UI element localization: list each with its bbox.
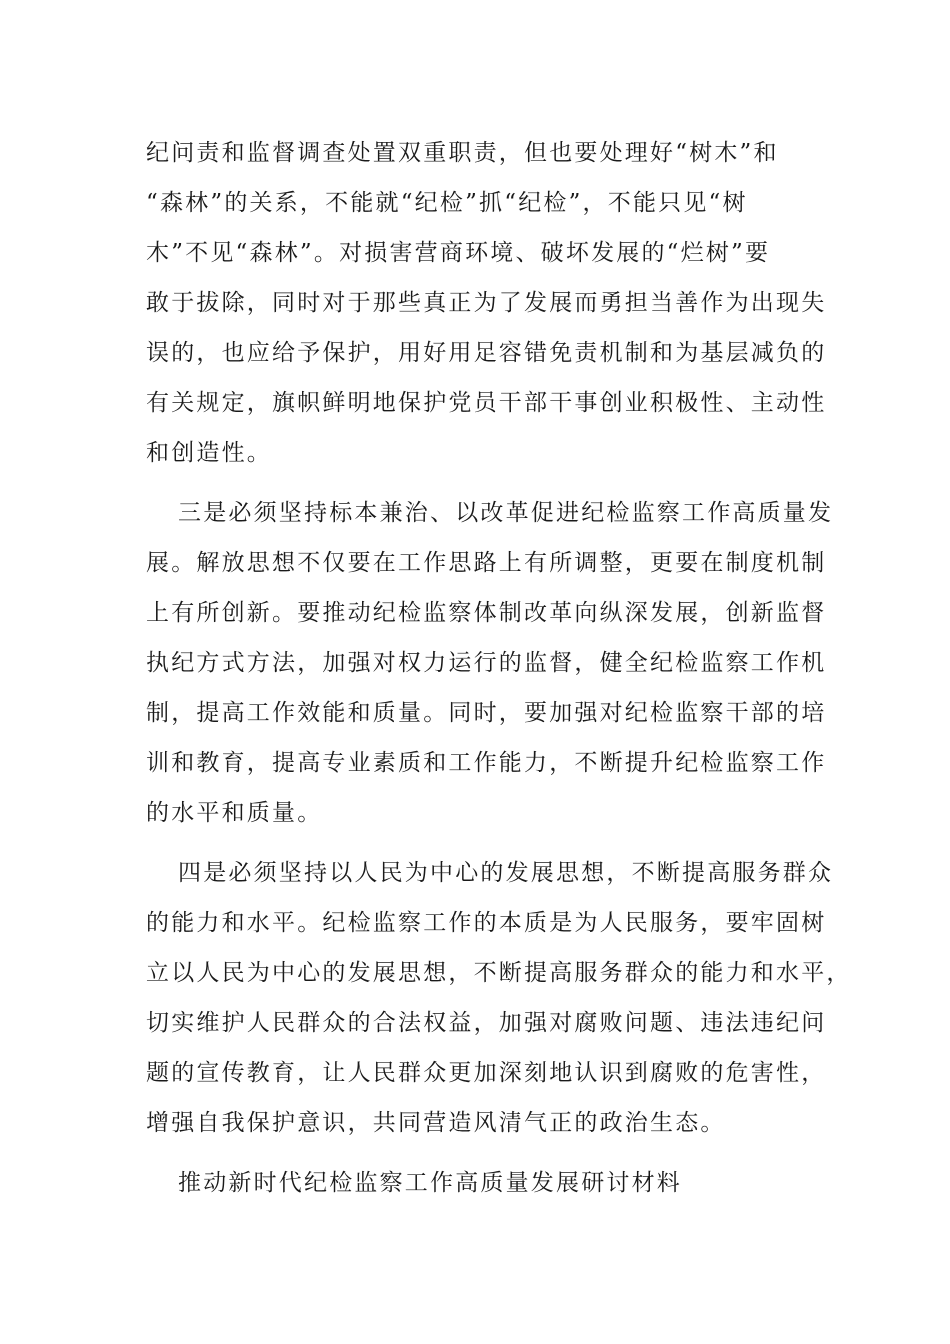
document-title-line: 推动新时代纪检监察工作高质量发展研讨材料 bbox=[178, 1170, 682, 1196]
body-line: 立以人民为中心的发展思想，不断提高服务群众的能力和水平， bbox=[146, 960, 852, 986]
body-line: 误的，也应给予保护，用好用足容错免责机制和为基层减负的 bbox=[146, 340, 827, 366]
body-line: 上有所创新。要推动纪检监察体制改革向纵深发展，创新监督 bbox=[146, 600, 827, 626]
paragraph-first-line: 三是必须坚持标本兼治、以改革促进纪检监察工作高质量发 bbox=[178, 500, 834, 526]
body-line: 的能力和水平。纪检监察工作的本质是为人民服务，要牢固树 bbox=[146, 910, 827, 936]
body-line: 和创造性。 bbox=[146, 440, 272, 466]
body-line: 执纪方式方法，加强对权力运行的监督，健全纪检监察工作机 bbox=[146, 650, 827, 676]
body-line: 纪问责和监督调查处置双重职责，但也要处理好“树木”和 bbox=[146, 140, 779, 166]
body-line: 制，提高工作效能和质量。同时，要加强对纪检监察干部的培 bbox=[146, 700, 827, 726]
body-line: 展。解放思想不仅要在工作思路上有所调整，更要在制度机制 bbox=[146, 550, 827, 576]
body-line: “森林”的关系，不能就“纪检”抓“纪检”，不能只见“树 bbox=[146, 190, 748, 216]
paragraph-first-line: 四是必须坚持以人民为中心的发展思想，不断提高服务群众 bbox=[178, 860, 834, 886]
body-line: 训和教育，提高专业素质和工作能力，不断提升纪检监察工作 bbox=[146, 750, 827, 776]
body-line: 木”不见“森林”。对损害营商环境、破坏发展的“烂树”要 bbox=[146, 240, 771, 266]
body-line: 敢于拔除，同时对于那些真正为了发展而勇担当善作为出现失 bbox=[146, 290, 827, 316]
body-line: 题的宣传教育，让人民群众更加深刻地认识到腐败的危害性， bbox=[146, 1060, 827, 1086]
body-line: 有关规定，旗帜鲜明地保护党员干部干事创业积极性、主动性 bbox=[146, 390, 827, 416]
body-line: 切实维护人民群众的合法权益，加强对腐败问题、违法违纪问 bbox=[146, 1010, 827, 1036]
body-line: 增强自我保护意识，共同营造风清气正的政治生态。 bbox=[146, 1110, 726, 1136]
body-line: 的水平和质量。 bbox=[146, 800, 323, 826]
